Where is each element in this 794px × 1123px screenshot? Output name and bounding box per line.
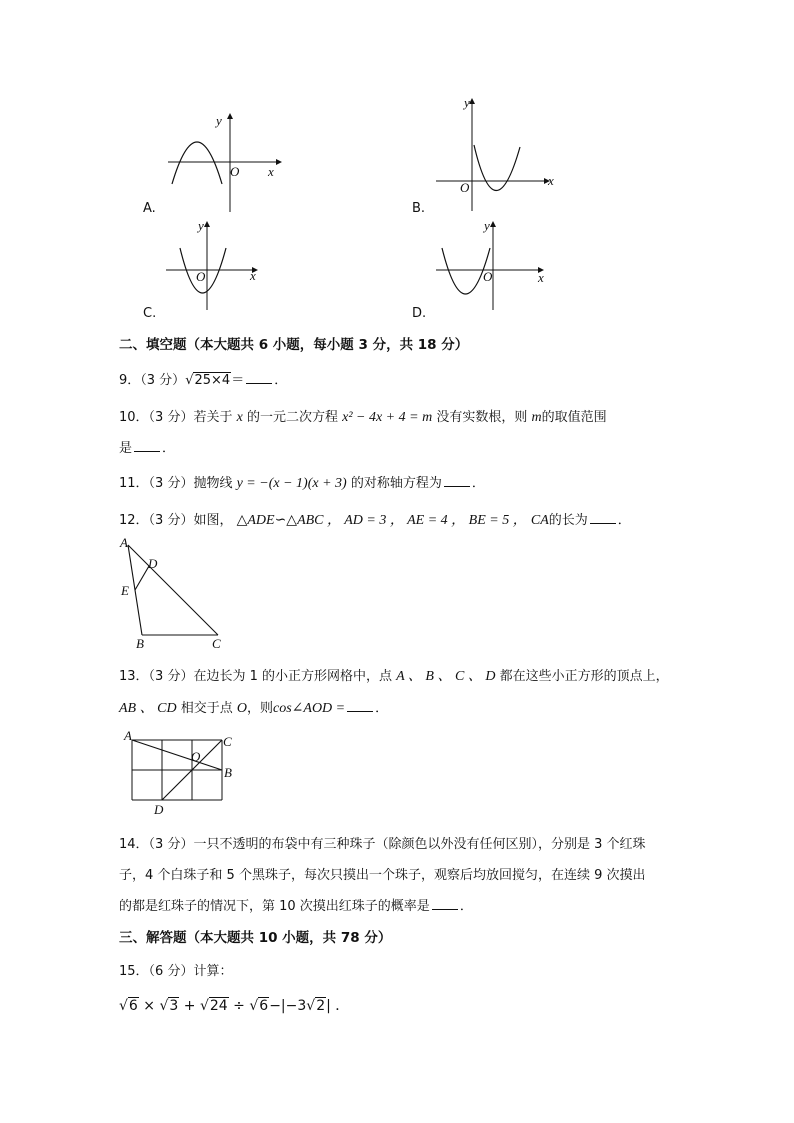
point-b-label: B [136, 636, 144, 650]
y-label: y [216, 113, 222, 128]
q11-equation: y = −(x − 1)(x + 3) [236, 476, 347, 491]
graph-b [430, 95, 560, 215]
question-15-label: 15．（6 分）计算： [119, 964, 233, 979]
question-15-expression [119, 995, 349, 1015]
q14-line3: 的都是红珠子的情况下，第 10 次摸出红珠子的概率是 [119, 899, 430, 914]
q15-radicand-1: 6 [128, 998, 138, 1014]
triangle-figure [112, 535, 232, 650]
q10-post: 没有实数根，则 [436, 410, 528, 425]
q10-var-m: m [531, 410, 542, 425]
q12-equation: △ADE∽△ABC ， AD = 3 ， AE = 4 ， BE = 5 ， [236, 513, 527, 528]
q12-end: ． [617, 513, 631, 528]
q12-ca: CA [530, 513, 549, 528]
x-label: x [548, 173, 554, 188]
point-a-label: A [120, 535, 128, 550]
q13-mid: 相交于点 [180, 701, 233, 716]
q13-lines-ab-cd: AB 、 CD [119, 701, 177, 716]
q14-answer-blank[interactable] [432, 898, 458, 910]
question-12 [119, 509, 631, 529]
q15-minus-abs: −|−3 [269, 998, 307, 1014]
parabola-a [172, 142, 222, 184]
q10-equation: x² − 4x + 4 = m [342, 410, 433, 425]
q9-prefix: 9．（3 分） [119, 373, 186, 388]
y-label: y [464, 95, 470, 110]
point-c-label: C [212, 636, 221, 650]
segment-ab [132, 740, 222, 770]
section-2-heading: 二、填空题（本大题共 6 小题，每小题 3 分，共 18 分） [119, 337, 469, 353]
q13-post: ，则 [246, 701, 273, 716]
q15-sqrt-sign: √ [199, 998, 209, 1014]
y-label: y [198, 218, 204, 233]
segment-de [135, 566, 149, 590]
q12-suffix: 的长为 [548, 513, 588, 528]
question-10-line2 [119, 437, 175, 456]
q10-end: ． [162, 441, 176, 456]
grid-point-c-label: C [223, 734, 232, 749]
q11-end: ． [471, 476, 485, 491]
q9-radicand: 25×4 [194, 373, 231, 388]
q10-answer-blank[interactable] [134, 440, 160, 452]
q12-prefix: 12．（3 分）如图， [119, 513, 233, 528]
option-d-label: D. [412, 306, 427, 321]
graph-c [160, 218, 270, 313]
question-9 [119, 369, 287, 388]
graph-a [160, 110, 290, 215]
q10-end-text: 的取值范围 [541, 410, 607, 425]
y-label: y [484, 218, 490, 233]
q13-point-o: O [236, 701, 247, 716]
question-14-line3 [119, 895, 473, 914]
q14-end: ． [459, 899, 473, 914]
point-d-label: D [148, 556, 158, 571]
x-label: x [268, 164, 274, 179]
x-label: x [538, 270, 544, 285]
point-e-label: E [121, 583, 129, 598]
q12-answer-blank[interactable] [590, 512, 616, 524]
q10-var-x: x [236, 410, 243, 425]
grid-point-a-label: A [124, 728, 132, 743]
q13-line1: 13．（3 分）在边长为 1 的小正方形网格中，点 [119, 669, 392, 684]
q15-radicand-5: 2 [316, 998, 326, 1014]
grid-point-d-label: D [154, 802, 164, 817]
question-10-line1 [119, 406, 607, 426]
q15-sqrt-sign: √ [306, 998, 316, 1014]
grid-point-o-label: O [191, 749, 201, 764]
grid-point-b-label: B [224, 765, 232, 780]
q15-radicand-2: 3 [169, 998, 179, 1014]
q15-radicand-3: 24 [209, 998, 228, 1014]
section-3-heading: 三、解答题（本大题共 10 小题，共 78 分） [119, 930, 392, 946]
question-13-line2 [119, 697, 388, 717]
grid-figure [118, 728, 248, 818]
q15-div: ÷ [233, 998, 245, 1014]
grid-lines [132, 740, 222, 800]
q15-sqrt-sign: √ [119, 998, 128, 1014]
q10-line2: 是 [119, 441, 133, 456]
q15-radicand-4: 6 [259, 998, 269, 1014]
q15-times: × [143, 998, 156, 1014]
option-b-label: B. [412, 201, 426, 216]
q13-line1-end: 都在这些小正方形的顶点上， [499, 669, 669, 684]
q15-tail: | ． [326, 998, 350, 1014]
q9-sqrt-sign: √ [185, 373, 194, 388]
q11-suffix: 的对称轴方程为 [350, 476, 442, 491]
q13-cos: cos∠AOD = [273, 701, 346, 716]
q15-sqrt-sign: √ [159, 998, 169, 1014]
origin-label: O [196, 269, 206, 284]
parabola-b [474, 145, 520, 191]
q13-end: ． [375, 701, 389, 716]
x-label: x [250, 268, 256, 283]
q9-answer-blank[interactable] [246, 372, 272, 384]
side-ac [128, 545, 218, 635]
q10-prefix: 10．（3 分）若关于 [119, 410, 233, 425]
q10-mid: 的一元二次方程 [246, 410, 338, 425]
q11-answer-blank[interactable] [444, 475, 470, 487]
option-a-label: A. [143, 201, 156, 216]
question-14-line2: 子，4 个白珠子和 5 个黑珠子，每次只摸出一个珠子，观察后均放回搅匀，在连续 9 次摸出 [119, 868, 646, 883]
origin-label: O [483, 269, 493, 284]
q9-end: ． [274, 373, 288, 388]
question-11 [119, 472, 485, 492]
graph-d [430, 218, 550, 313]
q13-points: A 、 B 、 C 、 D [396, 669, 496, 684]
q15-plus: + [183, 998, 196, 1014]
q11-prefix: 11．（3 分）抛物线 [119, 476, 233, 491]
question-13-line1 [119, 665, 669, 685]
q13-answer-blank[interactable] [347, 700, 373, 712]
q15-sqrt-sign: √ [249, 998, 259, 1014]
origin-label: O [460, 180, 470, 195]
q9-equals: ＝ [231, 373, 245, 388]
question-14-line1: 14．（3 分）一只不透明的布袋中有三种珠子（除颜色以外没有任何区别），分别是 3 个红珠 [119, 837, 646, 852]
option-c-label: C. [143, 306, 157, 321]
origin-label: O [230, 164, 240, 179]
